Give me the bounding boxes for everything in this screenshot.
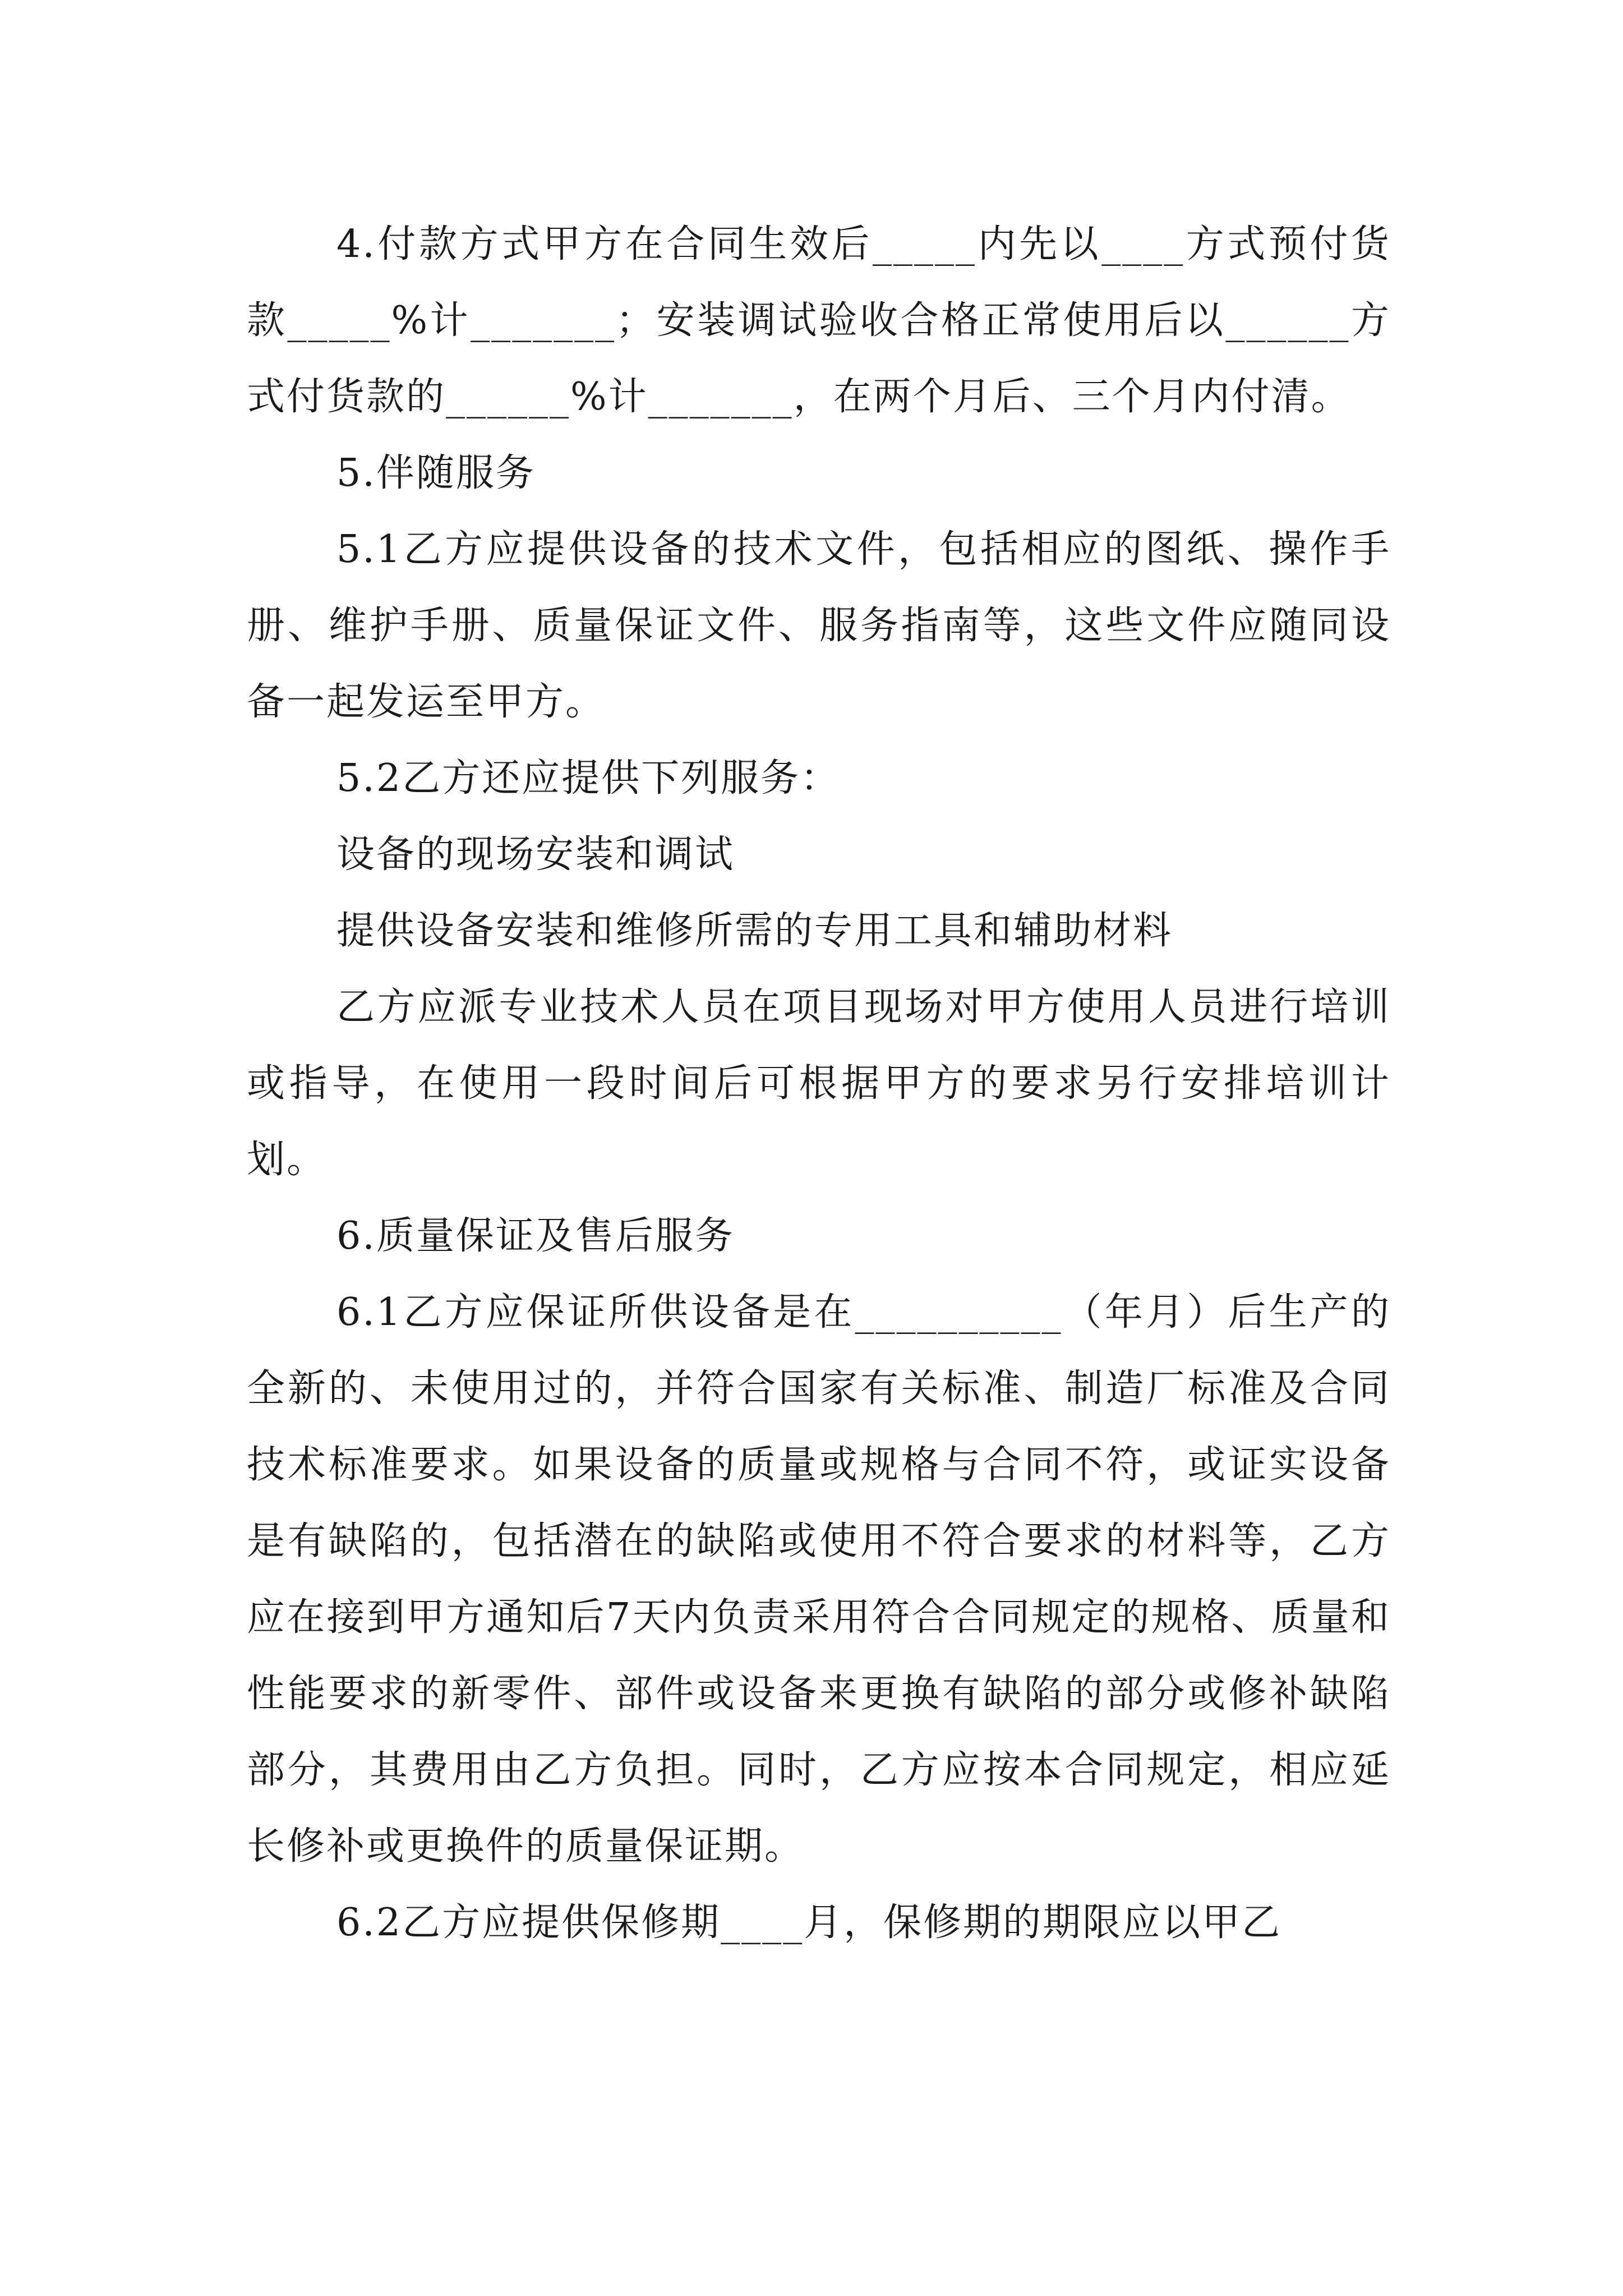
list-item-tools-materials: 提供设备安装和维修所需的专用工具和辅助材料 xyxy=(336,909,1173,953)
paragraph-training: 乙方应派专业技术人员在项目现场对甲方使用人员进行培训或指导，在使用一段时间后可根据甲方的要求另行安排培训计划。 xyxy=(247,985,1391,1182)
paragraph-technical-documents: 5.1乙方应提供设备的技术文件，包括相应的图纸、操作手册、维护手册、质量保证文件、服务指南等，这些文件应随同设备一起发运至甲方。 xyxy=(247,527,1391,724)
paragraph-additional-services: 5.2乙方还应提供下列服务： xyxy=(336,756,841,800)
paragraph-payment-terms: 4.付款方式甲方在合同生效后_____内先以____方式预付货款_____%计_______；安装调试验收合格正常使用后以______方式付货款的______%计_______，在两个月后、三个月内付清。 xyxy=(247,222,1391,419)
paragraph-warranty-period: 6.2乙方应提供保修期____月，保修期的期限应以甲乙 xyxy=(336,1901,1282,1945)
paragraph-quality-guarantee: 6.1乙方应保证所供设备是在__________（年月）后生产的全新的、未使用过的，并符合国家有关标准、制造厂标准及合同技术标准要求。如果设备的质量或规格与合同不符，或证实设备是有缺陷的，包括潜在的缺陷或使用不符合要求的材料等，乙方应在接到甲方通知后7天内负责采用符合合同规定的规格、质量和性能要求的新零件、部件或设备来更换有缺陷的部分或修补缺陷部分，其费用由乙方负担。同时，乙方应按本合同规定，相应延长修补或更换件的质量保证期。 xyxy=(247,1290,1391,1869)
heading-accompanying-services: 5.伴随服务 xyxy=(336,451,536,495)
heading-quality-assurance: 6.质量保证及售后服务 xyxy=(336,1214,735,1258)
contract-body xyxy=(247,206,1391,1961)
list-item-installation: 设备的现场安装和调试 xyxy=(336,832,735,877)
